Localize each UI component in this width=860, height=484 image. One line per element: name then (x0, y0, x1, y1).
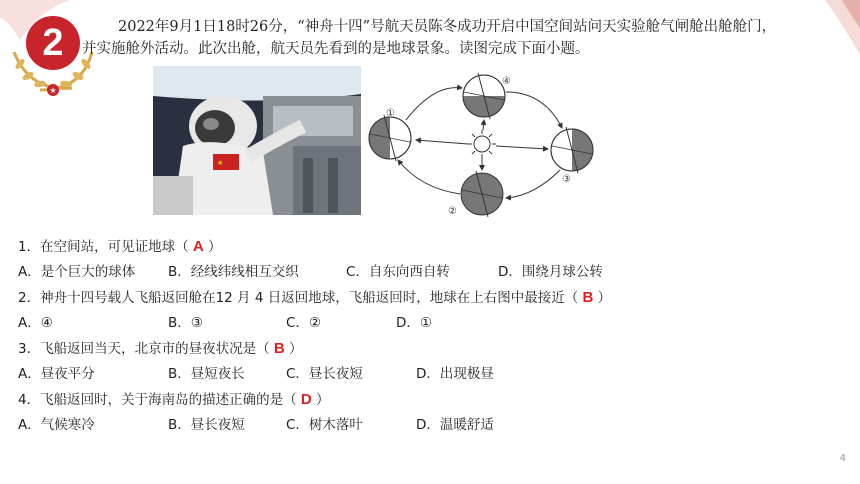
page-number: 4 (839, 453, 846, 464)
question-stem (18, 285, 838, 311)
option-c: C．② (286, 314, 322, 331)
option-d: D．① (396, 314, 432, 331)
options-row (18, 362, 838, 388)
option-c: C．昼长夜短 (286, 365, 363, 382)
question-close: ） (316, 392, 330, 408)
intro-line-1: 2022年9月1日18时26分，“神舟十四”号航天员陈冬成功开启中国空间站问天实验舱气闸舱出舱舱门， (118, 19, 777, 35)
option-c: C．自东向西自转 (346, 263, 450, 280)
option-d: D．围绕月球公转 (498, 263, 603, 280)
earth-position-3 (551, 127, 594, 173)
option-c: C．树木落叶 (286, 416, 363, 433)
question-text: 3．飞船返回当天，北京市的昼夜状况是（ (18, 341, 270, 357)
earth-position-2 (461, 171, 503, 217)
label-4: ④ (502, 76, 511, 87)
option-d: D．出现极昼 (416, 365, 494, 382)
question-number: 2 (26, 16, 80, 70)
option-b: B．经线纬线相互交织 (168, 263, 299, 280)
option-b: B．昼短夜长 (168, 365, 245, 382)
question-close: ） (597, 290, 612, 306)
option-d: D．温暖舒适 (416, 416, 494, 433)
question-text: 4．飞船返回时，关于海南岛的描述正确的是（ (18, 392, 297, 408)
label-2: ② (448, 206, 457, 217)
earth-orbit-diagram (364, 70, 604, 220)
intro-paragraph (82, 16, 842, 60)
option-b: B．③ (168, 314, 203, 331)
question-text: 2．神舟十四号载人飞船返回舱在12 月 4 日返回地球，飞船返回时，地球在上右图中最接近（ (18, 290, 579, 306)
option-b: B．昼长夜短 (168, 416, 245, 433)
question-text: 1．在空间站，可见证地球（ (18, 239, 189, 255)
astronaut-photo (153, 66, 361, 215)
options-row (18, 413, 838, 439)
sun-icon (468, 130, 496, 158)
options-row (18, 260, 838, 286)
question-stem (18, 234, 838, 260)
answer-mark: B (582, 289, 594, 306)
label-3: ③ (562, 174, 571, 185)
option-a: A．是个巨大的球体 (18, 263, 136, 280)
question-close: ） (208, 239, 222, 255)
answer-mark: A (192, 238, 204, 255)
options-row (18, 311, 838, 337)
label-1: ① (386, 108, 395, 119)
answer-mark: D (300, 391, 312, 408)
earth-position-4 (463, 73, 505, 119)
svg-text:★: ★ (49, 86, 57, 95)
svg-text:★: ★ (217, 159, 224, 167)
question-list (18, 234, 838, 438)
answer-mark: B (273, 340, 285, 357)
question-stem (18, 336, 838, 362)
option-a: A．④ (18, 314, 53, 331)
intro-line-2: 并实施舱外活动。此次出舱，航天员先看到的是地球景象。读图完成下面小题。 (82, 41, 590, 57)
option-a: A．气候寒冷 (18, 416, 95, 433)
question-close: ） (289, 341, 303, 357)
question-stem (18, 387, 838, 413)
option-a: A．昼夜平分 (18, 365, 95, 382)
earth-position-1 (369, 115, 411, 161)
